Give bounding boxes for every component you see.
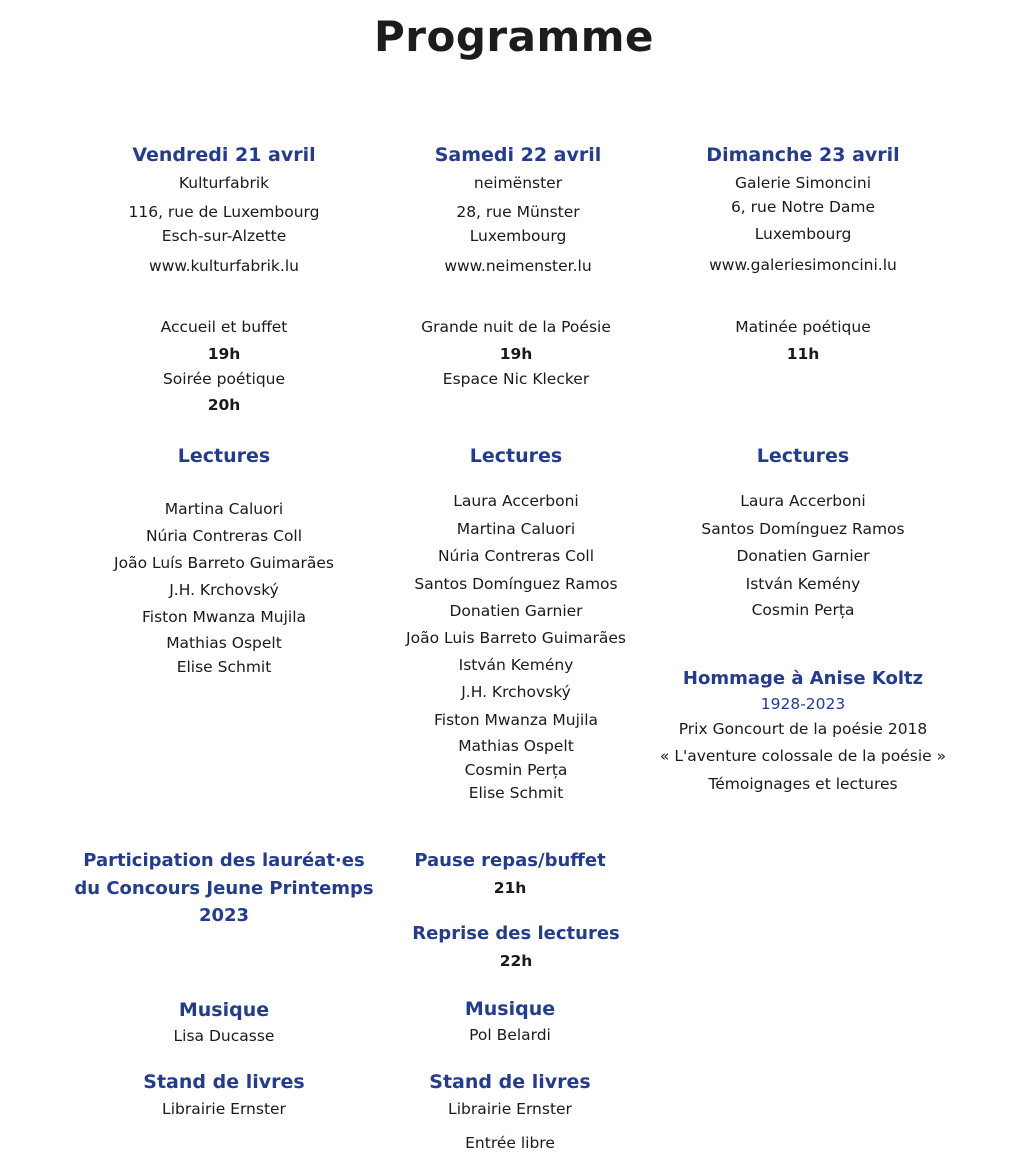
lectures-heading: Lectures: [756, 445, 850, 467]
reader-name: Cosmin Perța: [751, 601, 855, 619]
reader-name: Donatien Garnier: [449, 602, 583, 620]
reader-name: Martina Caluori: [164, 500, 284, 518]
reader-name: Núria Contreras Coll: [437, 547, 595, 565]
event-label: Soirée poétique: [162, 370, 286, 388]
bookshop: Librairie Ernster: [448, 1100, 572, 1118]
hommage-line: Prix Goncourt de la poésie 2018: [678, 720, 928, 738]
reader-name: Fiston Mwanza Mujila: [141, 608, 307, 626]
reader-name: Fiston Mwanza Mujila: [433, 711, 599, 729]
event-place: Espace Nic Klecker: [442, 370, 590, 388]
books-heading: Stand de livres: [143, 1071, 305, 1093]
reader-name: Santos Domínguez Ramos: [414, 575, 618, 593]
reprise-time: 22h: [499, 952, 533, 970]
page-title: Programme: [374, 12, 654, 61]
reader-name: Mathias Ospelt: [166, 634, 282, 652]
reader-name: Cosmin Perța: [464, 761, 568, 779]
reader-name: Mathias Ospelt: [458, 737, 574, 755]
pause-time: 21h: [493, 879, 527, 897]
hommage-line: Témoignages et lectures: [708, 775, 898, 793]
reader-name: Donatien Garnier: [736, 547, 870, 565]
event-label: Matinée poétique: [735, 318, 871, 336]
venue-name: neimënster: [473, 174, 563, 192]
reader-name: Núria Contreras Coll: [145, 527, 303, 545]
lectures-heading: Lectures: [177, 445, 271, 467]
event-label: Accueil et buffet: [160, 318, 288, 336]
hommage-years: 1928-2023: [760, 695, 846, 713]
reader-name: István Kemény: [745, 575, 861, 593]
venue-website[interactable]: www.galeriesimoncini.lu: [709, 256, 897, 274]
event-label: Grande nuit de la Poésie: [421, 318, 611, 336]
reader-name: Elise Schmit: [468, 784, 564, 802]
participation-heading: Participation des lauréat·es: [83, 850, 365, 871]
lectures-heading: Lectures: [469, 445, 563, 467]
event-time: 20h: [207, 396, 241, 414]
entry-note: Entrée libre: [465, 1134, 555, 1152]
reader-name: István Kemény: [458, 656, 574, 674]
venue-address: 28, rue Münster: [456, 203, 580, 221]
reader-name: Laura Accerboni: [453, 492, 579, 510]
reprise-heading: Reprise des lectures: [412, 923, 620, 944]
venue-website[interactable]: www.neimenster.lu: [444, 257, 592, 275]
day-heading-friday: Vendredi 21 avril: [132, 144, 316, 166]
event-time: 19h: [499, 345, 533, 363]
music-heading: Musique: [464, 998, 556, 1020]
venue-name: Galerie Simoncini: [734, 174, 872, 192]
reader-name: J.H. Krchovský: [169, 581, 279, 599]
event-time: 11h: [786, 345, 820, 363]
venue-city: Esch-sur-Alzette: [161, 227, 287, 245]
reader-name: J.H. Krchovský: [461, 683, 571, 701]
venue-city: Luxembourg: [754, 225, 852, 243]
reader-name: João Luis Barreto Guimarães: [406, 629, 626, 647]
venue-address: 116, rue de Luxembourg: [128, 203, 320, 221]
pause-heading: Pause repas/buffet: [414, 850, 606, 871]
venue-name: Kulturfabrik: [178, 174, 270, 192]
reader-name: Martina Caluori: [456, 520, 576, 538]
reader-name: Santos Domínguez Ramos: [701, 520, 905, 538]
music-artist: Pol Belardi: [469, 1026, 551, 1044]
reader-name: Laura Accerboni: [740, 492, 866, 510]
venue-address: 6, rue Notre Dame: [730, 198, 876, 216]
day-heading-saturday: Samedi 22 avril: [434, 144, 602, 166]
hommage-line: « L'aventure colossale de la poésie »: [659, 747, 947, 765]
event-time: 19h: [207, 345, 241, 363]
music-artist: Lisa Ducasse: [173, 1027, 275, 1045]
participation-heading: du Concours Jeune Printemps: [74, 878, 374, 899]
venue-city: Luxembourg: [469, 227, 567, 245]
venue-website[interactable]: www.kulturfabrik.lu: [149, 257, 299, 275]
day-heading-sunday: Dimanche 23 avril: [706, 144, 900, 166]
hommage-heading: Hommage à Anise Koltz: [682, 668, 924, 689]
books-heading: Stand de livres: [429, 1071, 591, 1093]
music-heading: Musique: [178, 999, 270, 1021]
reader-name: João Luís Barreto Guimarães: [114, 554, 334, 572]
bookshop: Librairie Ernster: [162, 1100, 286, 1118]
participation-heading: 2023: [198, 905, 250, 926]
reader-name: Elise Schmit: [176, 658, 272, 676]
